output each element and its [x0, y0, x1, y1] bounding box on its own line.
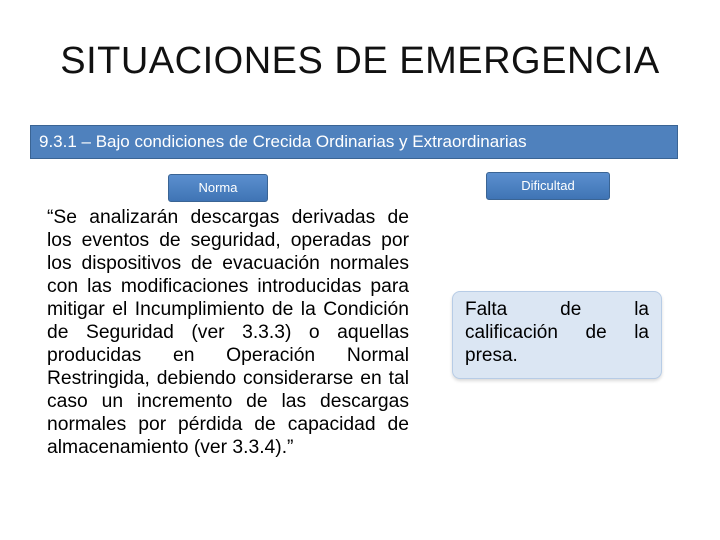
dificultad-text: Falta de la calificación de la presa.	[465, 299, 649, 366]
norma-text: “Se analizarán descargas derivadas de los eventos de seguridad, operadas por los dispositivos de evacuación normales con las modificaciones introducidas para mitigar el Incumplimiento de la Condición de Seguridad (ver 3.3.3) o aquellas producidas en Operación Normal Restringida, debiendo considerarse en tal caso un incremento de las descargas normales por pérdida de capacidad de almacenamiento (ver 3.3.4).”	[47, 207, 409, 458]
dificultad-label: Dificultad	[486, 172, 610, 200]
section-header-bar: 9.3.1 – Bajo condiciones de Crecida Ordinarias y Extraordinarias	[30, 125, 678, 159]
slide-title: SITUACIONES DE EMERGENCIA	[60, 40, 660, 82]
norma-label: Norma	[168, 174, 268, 202]
dificultad-text-box	[452, 291, 662, 379]
